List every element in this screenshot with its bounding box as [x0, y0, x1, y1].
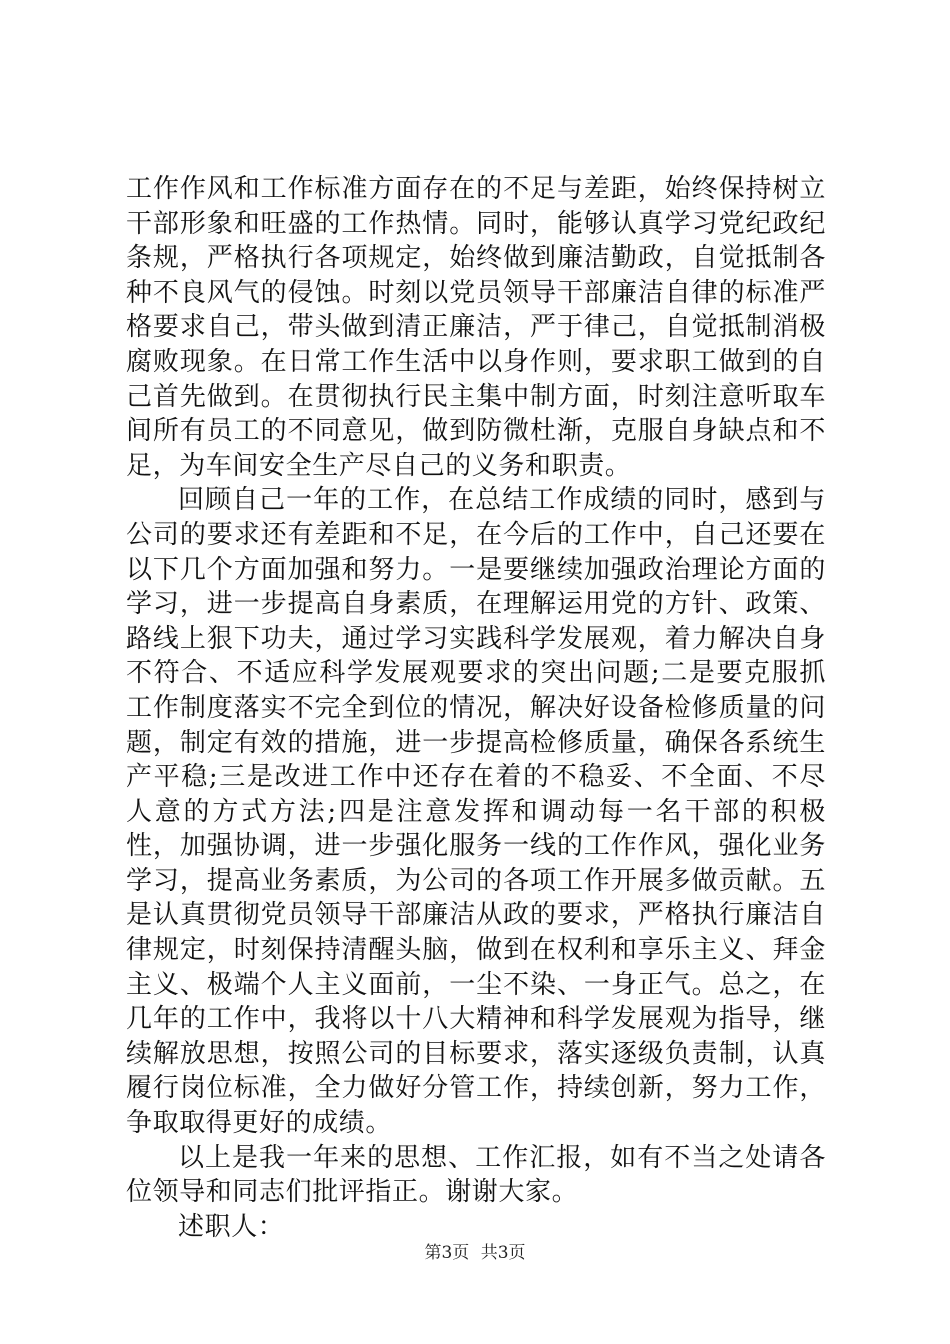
page-total: 共3页 — [480, 1243, 526, 1263]
signature-line: 述职人： — [178, 1211, 285, 1242]
paragraph-continuation: 工作作风和工作标准方面存在的不足与差距，始终保持树立干部形象和旺盛的工作热情。同时，能够认真学习党纪政纪条规，严格执行各项规定，始终做到廉洁勤政，自觉抵制各种不良风气的侵蚀。时刻以党员领导干部廉洁自律的标准严格要求自己，带头做到清正廉洁，严于律己，自觉抵制消极腐败现象。在日常工作生活中以身作则，要求职工做到的自己首先做到。在贯彻执行民主集中制方面，时刻注意听取车间所有员工的不同意见，做到防微杜渐，克服自身缺点和不足，为车间安全生产尽自己的义务和职责。 — [126, 174, 826, 481]
paragraph-review: 回顾自己一年的工作，在总结工作成绩的同时，感到与公司的要求还有差距和不足，在今后的工作中，自己还要在以下几个方面加强和努力。一是要继续加强政治理论方面的学习，进一步提高自身素质，在理解运用党的方针、政策、路线上狠下功夫，通过学习实践科学发展观，着力解决自身不符合、不适应科学发展观要求的突出问题;二是要克服抓工作制度落实不完全到位的情况，解决好设备检修质量的问题，制定有效的措施，进一步提高检修质量，确保各系统生产平稳;三是改进工作中还存在着的不稳妥、不全面、不尽人意的方式方法;四是注意发挥和调动每一名干部的积极性，加强协调，进一步强化服务一线的工作作风，强化业务学习，提高业务素质，为公司的各项工作开展多做贡献。五是认真贯彻党员领导干部廉洁从政的要求，严格执行廉洁自律规定，时刻保持清醒头脑，做到在权利和享乐主义、拜金主义、极端个人主义面前，一尘不染、一身正气。总之，在几年的工作中，我将以十八大精神和科学发展观为指导，继续解放思想，按照公司的目标要求，落实逐级负责制，认真履行岗位标准，全力做好分管工作，持续创新，努力工作，争取取得更好的成绩。 — [126, 485, 826, 1139]
document-body — [126, 172, 826, 1244]
paragraph-closing: 以上是我一年来的思想、工作汇报，如有不当之处请各位领导和同志们批评指正。谢谢大家。 — [126, 1142, 826, 1208]
page-number: 第3页 — [424, 1243, 470, 1263]
page-footer — [0, 1242, 950, 1264]
